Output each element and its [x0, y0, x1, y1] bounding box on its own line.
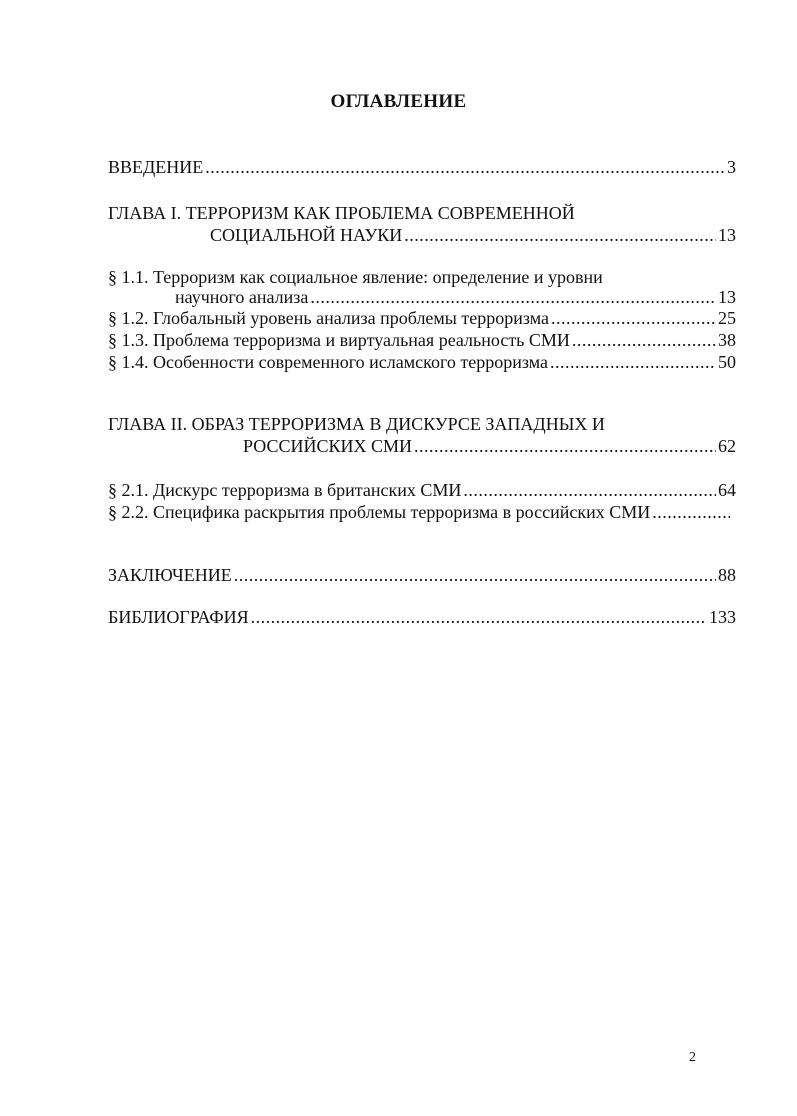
- toc-page-number: 133: [709, 607, 736, 627]
- toc-entry-label: § 1.3. Проблема терроризма и виртуальная реальность СМИ: [108, 330, 570, 350]
- dot-leader: [234, 564, 716, 586]
- toc-page-number: 3: [727, 157, 736, 177]
- toc-chapter-1-title[interactable]: ГЛАВА I. ТЕРРОРИЗМ КАК ПРОБЛЕМА СОВРЕМЕННОЙ: [108, 203, 575, 223]
- toc-entry-conclusion[interactable]: [108, 564, 736, 586]
- dot-leader: [550, 351, 716, 373]
- toc-page-number: 13: [718, 225, 736, 245]
- dot-leader: [572, 329, 716, 351]
- page-number: 2: [689, 1050, 696, 1065]
- toc-page-number: 25: [718, 308, 736, 328]
- dot-leader: [310, 286, 716, 308]
- toc-entry-label: § 2.1. Дискурс терроризма в британских СМИ: [108, 480, 462, 500]
- toc-entry-label: РОССИЙСКИХ СМИ: [243, 436, 412, 456]
- toc-entry-label: ЗАКЛЮЧЕНИЕ: [108, 565, 232, 585]
- toc-page-number: 38: [718, 330, 736, 350]
- toc-page-number: 50: [718, 352, 736, 372]
- dot-leader: [551, 307, 716, 329]
- toc-entry-label: СОЦИАЛЬНОЙ НАУКИ: [210, 225, 403, 245]
- toc-chapter-2-title[interactable]: ГЛАВА II. ОБРАЗ ТЕРРОРИЗМА В ДИСКУРСЕ ЗАПАДНЫХ И: [108, 414, 605, 434]
- toc-page-number: 62: [718, 436, 736, 456]
- toc-entry-label: БИБЛИОГРАФИЯ: [108, 607, 249, 627]
- toc-page-number: 64: [718, 480, 736, 500]
- toc-entry-label: § 1.2. Глобальный уровень анализа проблемы терроризма: [108, 308, 549, 328]
- dot-leader: [463, 479, 716, 501]
- toc-page-number: 13: [718, 287, 736, 307]
- toc-entry-label: § 1.4. Особенности современного исламского терроризма: [108, 352, 548, 372]
- dot-leader: [414, 435, 716, 457]
- toc-entry-label: ВВЕДЕНИЕ: [108, 157, 204, 177]
- page-title: ОГЛАВЛЕНИЕ: [330, 91, 467, 112]
- toc-entry-section-2-2[interactable]: [108, 501, 732, 523]
- toc-entry-label: § 2.2. Специфика раскрытия проблемы терроризма в российских СМИ: [108, 502, 651, 522]
- toc-entry-introduction[interactable]: [108, 156, 736, 178]
- toc-entry-section-1-3[interactable]: [108, 329, 736, 351]
- toc-entry-section-1-2[interactable]: [108, 307, 736, 329]
- dot-leader: [205, 156, 725, 178]
- toc-entry-section-1-4[interactable]: [108, 351, 736, 373]
- toc-entry-chapter-2[interactable]: [243, 435, 736, 457]
- dot-leader: [652, 501, 730, 523]
- toc-entry-section-2-1[interactable]: [108, 479, 736, 501]
- toc-entry-section-1-1[interactable]: [175, 286, 736, 308]
- dot-leader: [404, 224, 716, 246]
- toc-entry-chapter-1[interactable]: [210, 224, 736, 246]
- toc-entry-label: научного анализа: [175, 287, 309, 307]
- toc-page-number: 88: [718, 565, 736, 585]
- dot-leader: [251, 606, 707, 628]
- toc-entry-bibliography[interactable]: [108, 606, 736, 628]
- toc-section-1-1-title[interactable]: § 1.1. Терроризм как социальное явление: определение и уровни: [108, 267, 603, 287]
